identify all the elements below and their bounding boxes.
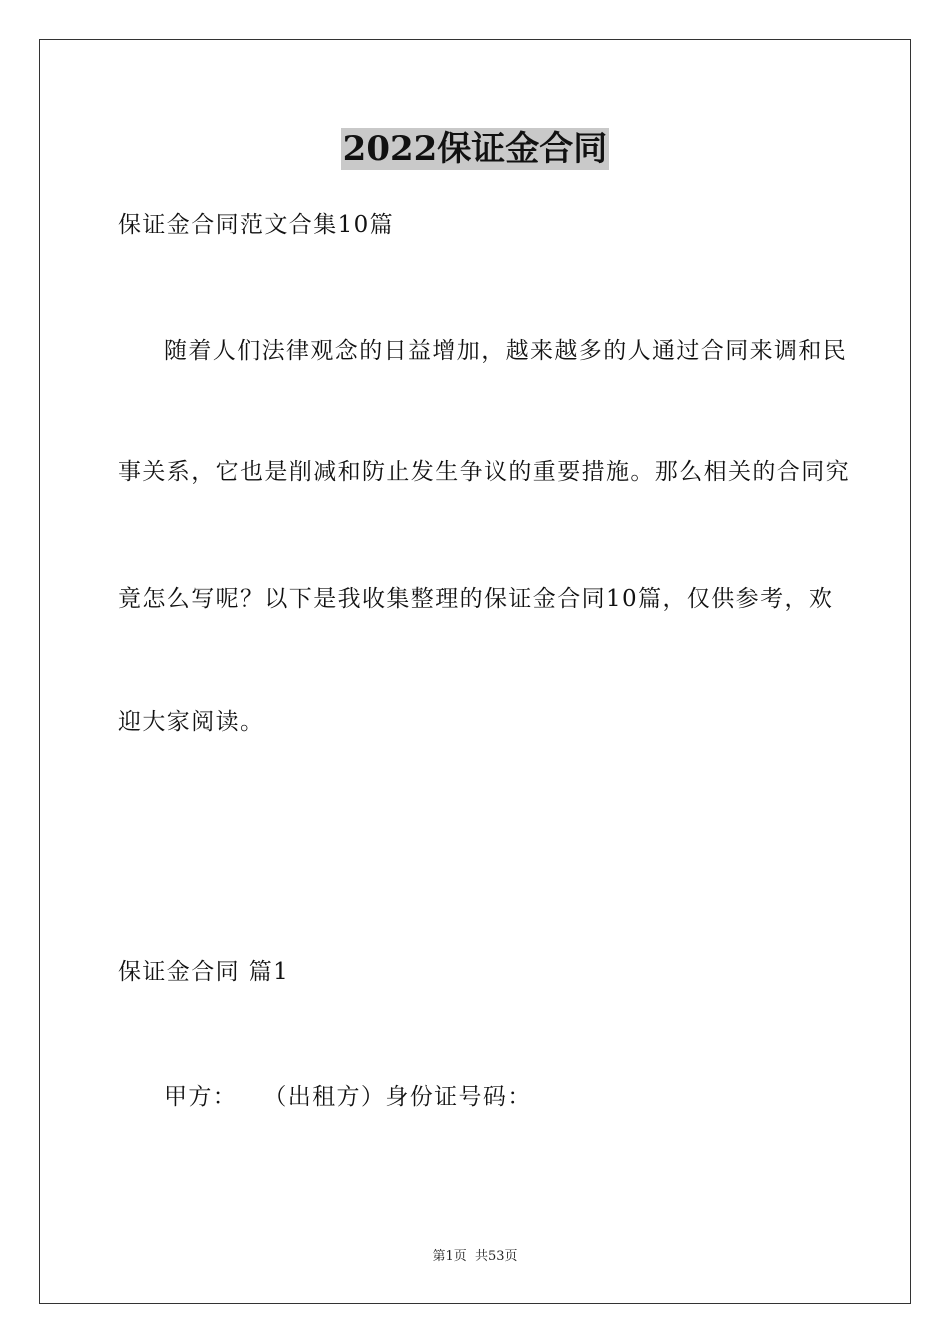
document-title: 2022保证金合同 <box>342 129 608 169</box>
intro-line-4: 迎大家阅读。 <box>118 709 265 735</box>
intro-line-2: 事关系，它也是削减和防止发生争议的重要措施。那么相关的合同究 <box>118 459 850 485</box>
page-footer <box>0 1248 950 1266</box>
title-container <box>0 128 950 170</box>
intro-line-1: 随着人们法律观念的日益增加，越来越多的人通过合同来调和民 <box>164 338 848 364</box>
party-a-line: 甲方： （出租方）身份证号码： <box>164 1084 532 1110</box>
section-heading: 保证金合同 篇1 <box>118 959 290 985</box>
intro-line-3: 竟怎么写呢？以下是我收集整理的保证金合同10篇，仅供参考，欢 <box>118 586 834 612</box>
page-total: 共53页 <box>474 1249 518 1264</box>
document-subtitle: 保证金合同范文合集10篇 <box>118 212 395 238</box>
page-number: 第1页 <box>432 1249 467 1264</box>
